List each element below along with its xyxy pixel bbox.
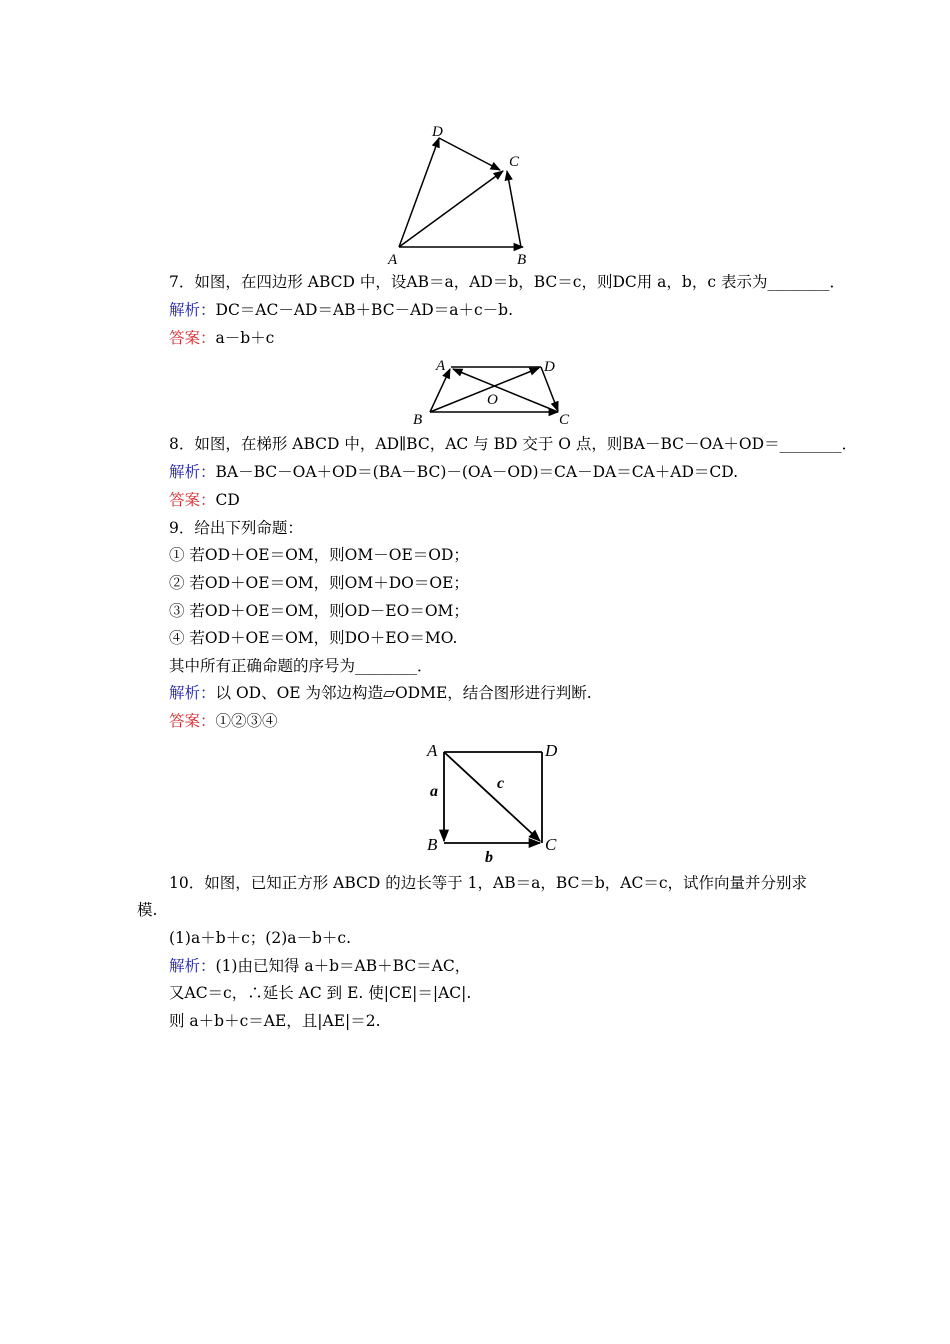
analysis-tag: 解析： [169, 684, 216, 702]
q9-item-4: ④ 若OD＋OE＝OM，则DO＋EO＝MO. [169, 629, 458, 647]
label-vector-c: c [497, 775, 505, 792]
vector-bc [507, 171, 521, 247]
q10-question-line1: 10．如图，已知正方形 ABCD 的边长等于 1，AB＝a，BC＝b，AC＝c，试作向量并分别求 [169, 874, 808, 892]
q10-parts: (1)a＋b＋c；(2)a－b＋c. [169, 929, 352, 947]
q9-answer: 答案：①②③④ [169, 712, 278, 730]
analysis-tag: 解析： [169, 301, 216, 319]
q9-question: 9．给出下列命题： [169, 519, 303, 537]
vector-ac [399, 171, 503, 247]
q8-analysis: 解析：BA－BC－OA＋OD＝(BA－BC)－(OA－OD)＝CA－DA＝CA＋AD＝CD. [169, 463, 739, 481]
q9-item-2: ② 若OD＋OE＝OM，则OM＋DO＝OE； [169, 574, 469, 592]
label-o: O [487, 392, 498, 408]
q10-analysis-2: 又AC＝c，∴延长 AC 到 E. 使|CE|＝|AC|. [169, 984, 472, 1002]
label-c: C [559, 412, 570, 428]
q10-analysis-3: 则 a＋b＋c＝AE，且|AE|＝2. [169, 1012, 381, 1030]
label-a: A [436, 358, 446, 374]
figure-trapezoid [410, 355, 580, 430]
label-c-point: C [545, 835, 557, 854]
label-vector-a: a [430, 783, 438, 800]
q9-blank-question: 其中所有正确命题的序号为________． [169, 657, 433, 675]
q9-item-1: ① 若OD＋OE＝OM，则OM－OE＝OD； [169, 546, 469, 564]
segment-dc [439, 138, 500, 170]
analysis-tag: 解析： [169, 463, 216, 481]
figure-quadrilateral [385, 120, 530, 270]
answer-tag: 答案： [169, 712, 216, 730]
label-a-point: A [427, 741, 438, 760]
q7-question: 7．如图，在四边形 ABCD 中，设AB＝a，AD＝b，BC＝c，则DC用 a，b，c 表示为________． [169, 273, 845, 291]
label-b-point: B [427, 835, 438, 854]
q7-analysis: 解析：DC＝AC－AD＝AB＋BC－AD＝a＋c－b. [169, 301, 513, 319]
q9-analysis: 解析：以 OD、OE 为邻边构造▱ODME，结合图形进行判断. [169, 684, 592, 702]
label-b: B [413, 412, 423, 428]
label-d: D [544, 359, 555, 375]
vector-ad [399, 138, 439, 247]
label-a: A [388, 252, 398, 268]
label-d: D [432, 124, 443, 140]
answer-tag: 答案： [169, 329, 216, 347]
label-d: D [545, 741, 558, 760]
q8-question: 8．如图，在梯形 ABCD 中，AD∥BC，AC 与 BD 交于 O 点，则BA－BC－OA＋OD＝________． [169, 435, 858, 453]
vector-c [444, 752, 540, 841]
figure-square [424, 738, 569, 866]
vector-ca [453, 369, 558, 412]
vector-bd [430, 368, 539, 412]
answer-tag: 答案： [169, 491, 216, 509]
analysis-tag: 解析： [169, 957, 216, 975]
q10-analysis-1: 解析：(1)由已知得 a＋b＝AB＋BC＝AC， [169, 957, 471, 975]
q8-answer: 答案：CD [169, 491, 240, 509]
q10-question-line2: 模. [137, 901, 158, 919]
q9-item-3: ③ 若OD＋OE＝OM，则OD－EO＝OM； [169, 602, 469, 620]
q7-answer: 答案：a－b＋c [169, 329, 275, 347]
label-vector-b: b [485, 849, 493, 866]
label-c: C [509, 154, 520, 170]
label-b: B [517, 252, 527, 268]
